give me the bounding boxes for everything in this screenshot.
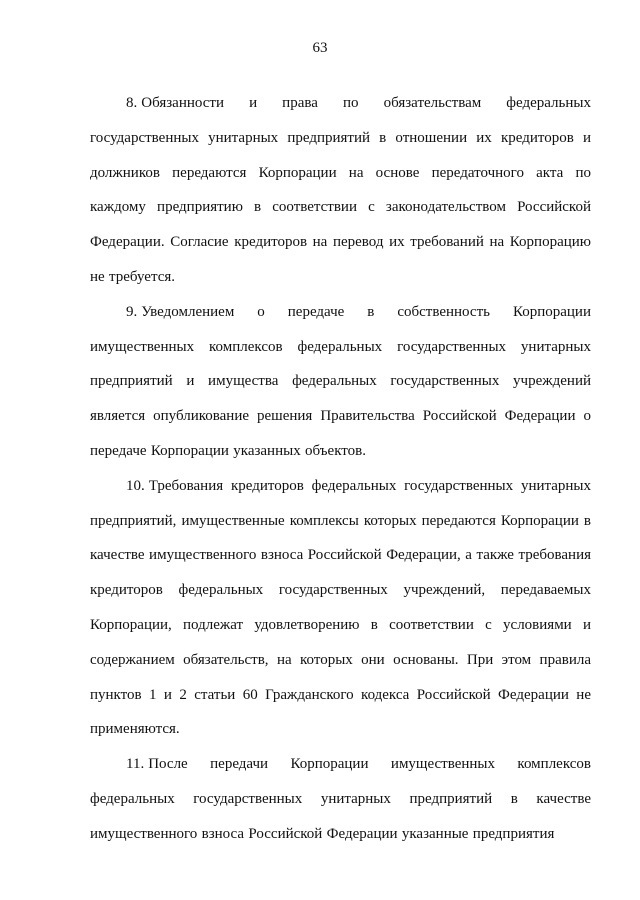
paragraph-9: [90, 295, 591, 469]
paragraph-number: 8.: [126, 95, 138, 111]
paragraph-text: Уведомлением о передаче в собственность Корпорации имущественных комплексов федеральных государственных унитарных предприятий и имущества федеральных государственных учреждений является опубликование решения Правительства Российской Федерации о передаче Корпорации указанных объектов.: [90, 303, 591, 459]
paragraph-text: Обязанности и права по обязательствам федеральных государственных унитарных предприятий в отношении их кредиторов и должников передаются Корпорации на основе передаточного акта по каждому предприятию в соответствии с законодательством Российской Федерации. Согласие кредиторов на перевод их требований на Корпорацию не требуется.: [90, 95, 591, 285]
page-number: 63: [312, 40, 328, 56]
paragraph-text: Требования кредиторов федеральных государственных унитарных предприятий, имущественные комплексы которых передаются Корпорации в качестве имущественного взноса Российской Федерации, а также требования кредиторов федеральных государственных учреждений, передаваемых Корпорации, подлежат удовлетворению в соответствии с условиями и содержанием обязательств, на которых они основаны. При этом правила пунктов 1 и 2 статьи 60 Гражданского кодекса Российской Федерации не применяются.: [90, 477, 591, 738]
paragraph-10: [90, 469, 591, 747]
document-body: [90, 86, 591, 852]
paragraph-number: 11.: [126, 756, 145, 773]
paragraph-8: [90, 86, 591, 295]
paragraph-11: [90, 747, 591, 851]
paragraph-number: 10.: [126, 477, 145, 494]
paragraph-number: 9.: [126, 303, 138, 320]
paragraph-text: После передачи Корпорации имущественных комплексов федеральных государственных унитарных предприятий в качестве имущественного взноса Российской Федерации указанные предприятия: [90, 756, 591, 842]
